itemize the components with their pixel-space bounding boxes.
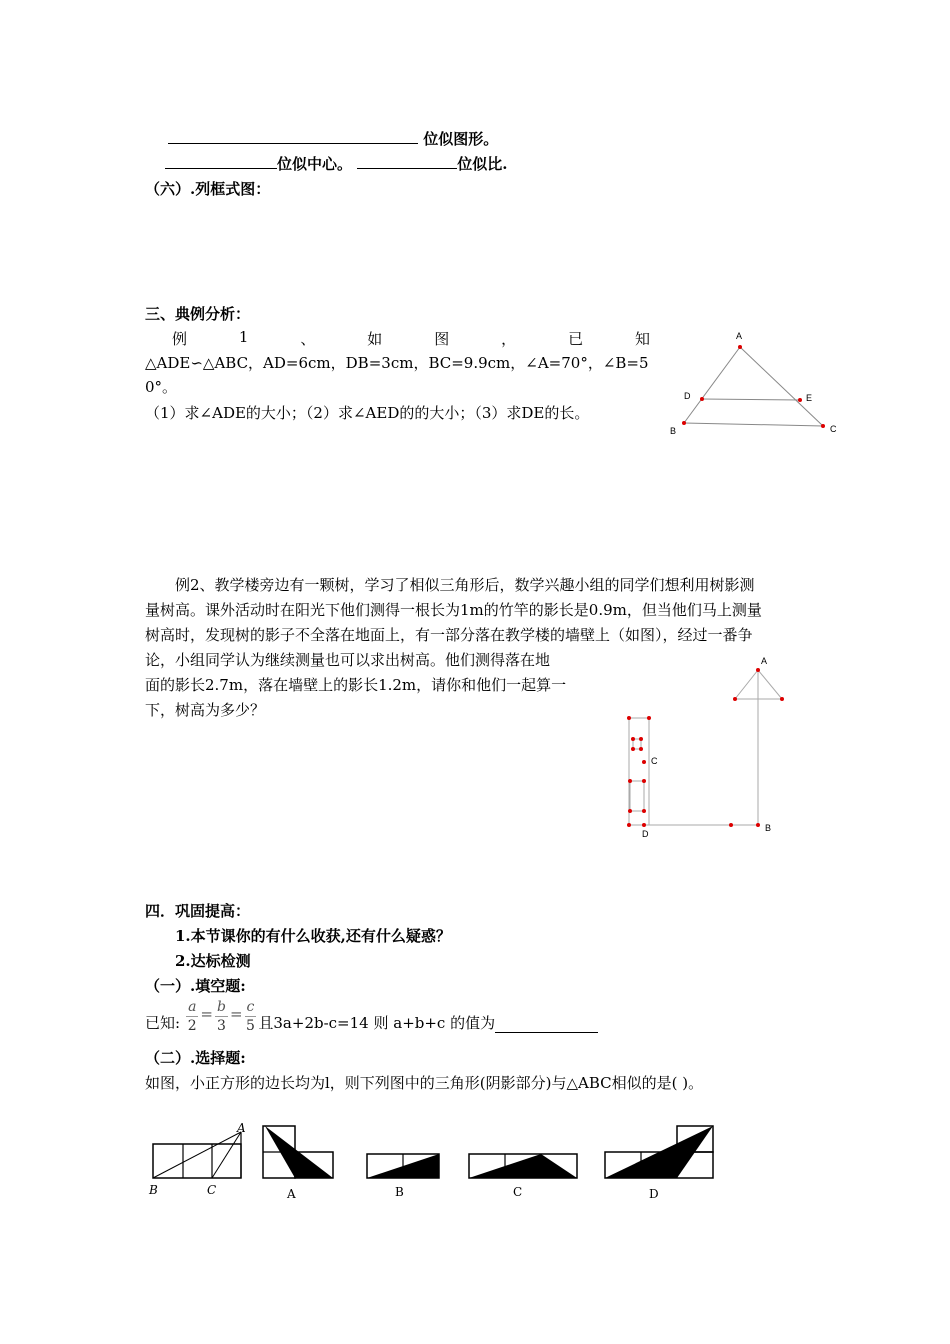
side-ab	[684, 347, 740, 423]
point-crown-right	[780, 697, 784, 701]
section3-title: 三、典例分析：	[145, 305, 251, 323]
frac-den: 5	[246, 1018, 255, 1034]
point-window	[642, 779, 646, 783]
section4-item2: 2.达标检测	[175, 952, 251, 970]
point-window	[631, 737, 635, 741]
ex1-char: 、	[300, 330, 316, 348]
example1-questions: （1）求∠ADE的大小；（2）求∠AED的的大小；（3）求DE的长。	[145, 404, 590, 422]
fill-suffix: 且3a+2b-c=14 则 a+b+c 的值为	[258, 1014, 496, 1032]
point-window	[642, 809, 646, 813]
option-b-figure[interactable]	[367, 1154, 439, 1199]
label-d: D	[642, 829, 649, 839]
triangle-figure	[660, 325, 850, 440]
label-a: A	[736, 331, 743, 341]
ex1-char: 1	[238, 328, 249, 346]
label-d: D	[684, 391, 691, 401]
ex1-char: 已	[568, 330, 584, 348]
ex2-line: 论，小组同学认为继续测量也可以求出树高。他们测得落在地	[145, 651, 551, 669]
line2-a: 位似中心。	[277, 155, 353, 173]
label-c: C	[651, 756, 658, 766]
label-a: A	[761, 656, 768, 666]
side-bc	[684, 423, 823, 426]
equals-sign: =	[229, 1005, 243, 1023]
fill-prefix: 已知:	[145, 1014, 181, 1032]
label-e: E	[806, 393, 813, 403]
ref-label-c: C	[207, 1183, 217, 1197]
point-b	[756, 823, 760, 827]
choice-title: （二）.选择题:	[145, 1049, 246, 1067]
point-window	[639, 747, 643, 751]
point-crown-left	[733, 697, 737, 701]
blank-center[interactable]	[165, 154, 277, 169]
point-c	[821, 424, 825, 428]
point-a	[738, 345, 742, 349]
example1-given: △ADE∽△ABC，AD=6cm，DB=3cm，BC=9.9cm，∠A=70°，∠B=5	[145, 354, 649, 372]
example1-given-cont: 0°。	[145, 378, 178, 396]
segment-de	[702, 399, 800, 400]
side-ac	[740, 347, 823, 426]
option-a-figure[interactable]	[263, 1126, 333, 1201]
reference-triangle-abc	[148, 1121, 246, 1197]
ex1-char: 例	[172, 330, 188, 348]
section6-title: （六）.列框式图：	[145, 180, 271, 198]
fraction-b	[215, 998, 228, 1035]
ex1-char: 知	[634, 330, 650, 348]
ex2-line: 树高时，发现树的影子不全落在地面上，有一部分落在教学楼的墙壁上（如图），经过一番争	[145, 626, 753, 644]
line1-text: 位似图形。	[423, 130, 499, 148]
similar-center-line	[165, 153, 507, 174]
option-b-label: B	[395, 1185, 404, 1199]
point-window	[639, 737, 643, 741]
frac-den: 2	[187, 1018, 197, 1034]
point-building-top-left	[627, 716, 631, 720]
window-lower	[630, 781, 644, 811]
point-window	[628, 779, 632, 783]
point-b	[682, 421, 686, 425]
point-d	[700, 397, 704, 401]
ex2-line: 例2、教学楼旁边有一颗树，学习了相似三角形后，数学兴趣小组的同学们想利用树影测	[175, 576, 755, 594]
ex2-line: 面的影长2.7m，落在墙壁上的影长1.2m，请你和他们一起算一	[145, 676, 567, 694]
line2-b: 位似比.	[457, 155, 508, 173]
label-b: B	[765, 823, 772, 833]
point-a	[756, 668, 760, 672]
frac-num: b	[217, 999, 226, 1015]
frac-den: 3	[217, 1018, 226, 1034]
label-c: C	[830, 424, 837, 434]
option-c-figure[interactable]	[469, 1154, 577, 1199]
ex1-char: 图	[434, 330, 450, 348]
point-window	[631, 747, 635, 751]
point-e	[798, 398, 802, 402]
section4-item1: 1.本节课你的有什么收获,还有什么疑惑？	[175, 927, 451, 945]
ex2-line: 量树高。课外活动时在阳光下他们测得一根长为1m的竹竿的影长是0.9m，但当他们马上测量	[145, 601, 762, 619]
frac-num: a	[188, 999, 197, 1015]
building	[629, 718, 649, 825]
ref-label-a: A	[237, 1121, 246, 1135]
example1-intro	[172, 328, 650, 349]
option-a-label: A	[287, 1187, 296, 1201]
fraction-a	[186, 998, 198, 1035]
blank-answer[interactable]	[495, 1018, 598, 1033]
option-c-label: C	[513, 1185, 523, 1199]
ex1-char: ，	[501, 330, 517, 348]
blank-ratio[interactable]	[357, 154, 457, 169]
fill-question	[145, 998, 598, 1035]
ex1-char: 如	[367, 330, 383, 348]
option-d-figure[interactable]	[605, 1126, 713, 1201]
label-b: B	[670, 426, 677, 436]
point-ground	[729, 823, 733, 827]
point-building-top-right	[647, 716, 651, 720]
point-c	[642, 760, 646, 764]
choice-question: 如图，小正方形的边长均为l，则下列图中的三角形(阴影部分)与△ABC相似的是( )。	[145, 1074, 704, 1092]
ref-label-b: B	[149, 1183, 158, 1197]
point-window	[628, 809, 632, 813]
tree-shadow-figure	[615, 650, 815, 845]
fraction-c	[245, 998, 257, 1035]
ex2-line: 下，树高为多少？	[145, 701, 266, 719]
point-d	[642, 823, 646, 827]
blank-similar-figure[interactable]	[168, 129, 418, 144]
point-building-base	[627, 823, 631, 827]
equals-sign: =	[200, 1005, 213, 1023]
choice-figures	[145, 1118, 725, 1208]
option-d-label: D	[649, 1187, 659, 1201]
similar-figure-line	[168, 128, 498, 149]
fill-title: （一）.填空题:	[145, 977, 246, 995]
frac-num: c	[246, 999, 255, 1015]
section4-title: 四．巩固提高：	[145, 902, 251, 920]
